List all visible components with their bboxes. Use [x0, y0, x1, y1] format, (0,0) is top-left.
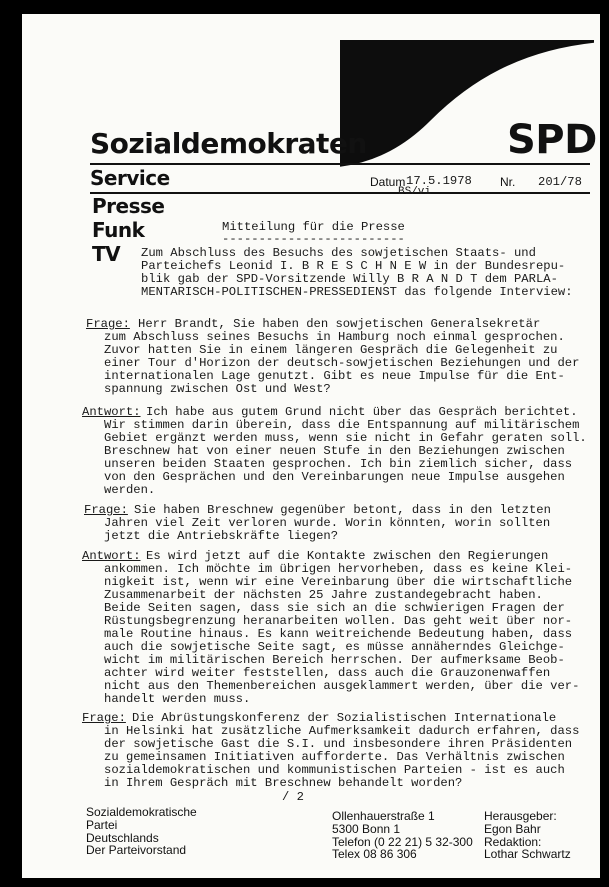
question-text: spannung zwischen Ost und West?	[104, 382, 331, 396]
answer-text: Ich habe aus gutem Grund nicht über das Gespräch berichtet.	[146, 405, 578, 419]
answer-text: ankommen. Ich möchte im übrigen hervorheben, dass es keine Klei-	[104, 562, 573, 576]
answer-label: Antwort:	[82, 549, 141, 563]
intro-line: MENTARISCH-POLITISCHEN-PRESSEDIENST das folgende Interview:	[141, 285, 573, 299]
footer-line: Ollenhauerstraße 1	[332, 809, 435, 823]
channel-presse: Presse	[92, 194, 165, 218]
channel-tv: TV	[92, 242, 121, 266]
question-label: Frage:	[84, 503, 128, 517]
question-text: einer Tour d'Horizon der deutsch-sowjetischen Beziehungen und der	[104, 356, 580, 370]
question-text: zum Abschluss seines Besuchs in Hamburg noch einmal gesprochen.	[104, 330, 565, 344]
date-label: Datum	[370, 175, 406, 189]
initials: BS/vi	[398, 186, 432, 198]
question-text: Sie haben Breschnew gegenüber betont, dass in den letzten	[134, 503, 551, 517]
press-release-page	[22, 14, 600, 878]
answer-text: Beide Seiten sagen, dass sie sich an die schwierigen Fragen der	[104, 601, 565, 615]
answer-text: Es wird jetzt auf die Kontakte zwischen den Regierungen	[146, 549, 549, 563]
question-text: Herr Brandt, Sie haben den sowjetischen Generalsekretär	[138, 317, 541, 331]
answer-text: male Routine hinaus. Es kann weitreichende Bedeutung haben, dass	[104, 627, 573, 641]
answer-text: Breschnew hat von einer neuen Stufe in den Beziehungen zwischen	[104, 444, 565, 458]
intro-line: blik gab der SPD-Vorsitzende Willy B R A N D T dem PARLA-	[141, 272, 558, 286]
answer-text: Wir stimmen darin überein, dass die Entspannung auf militärischem	[104, 418, 580, 432]
question-text: Jahren viel Zeit verloren wurde. Worin könnten, worin sollten	[104, 516, 551, 530]
page-continuation-marker: / 2	[282, 790, 304, 804]
answer-text: Zusammenarbeit der nächsten 25 Jahre zustandegebracht haben.	[104, 588, 543, 602]
footer-line: Deutschlands	[86, 830, 159, 845]
answer-text: wicht im militärischen Bereich herrschen. Der aufmerksame Beob-	[104, 653, 565, 667]
footer-line: Lothar Schwartz	[484, 847, 571, 862]
question-text: der sowjetische Gast die S.I. und insbesondere ihren Präsidenten	[104, 737, 573, 751]
service-rule	[90, 192, 590, 194]
footer-line: Partei	[86, 817, 118, 832]
service-label: Service	[90, 166, 170, 190]
answer-text: achter wird weiter feststellen, dass auch die Grauzonenwaffen	[104, 666, 551, 680]
question-text: Zuvor hatten Sie in einem längeren Gespräch die Gelegenheit zu	[104, 343, 558, 357]
footer-line: Der Parteivorstand	[86, 843, 187, 858]
footer-line: Telex 08 86 306	[332, 847, 417, 862]
answer-text: von den Gesprächen und den Vereinbarungen neue Impulse ausgehen	[104, 470, 565, 484]
number-value: 201/78	[538, 175, 582, 189]
footer-line: Herausgeber:	[484, 809, 557, 823]
question-text: zu gemeinsamen Initiativen aufforderte. Das Verhältnis zwischen	[104, 750, 565, 764]
footer-publisher	[86, 806, 197, 857]
footer-line: Telefon (0 22 21) 5 32-300	[332, 834, 473, 849]
question-text: in Ihrem Gespräch mit Breschnew behandelt worden?	[104, 776, 463, 790]
number-label: Nr.	[500, 175, 516, 189]
question-label: Frage:	[82, 711, 126, 725]
question-text: Die Abrüstungskonferenz der Sozialistischen Internationale	[132, 711, 557, 725]
release-title-rule: -------------------------	[222, 232, 405, 246]
spd-wordmark: SPD	[507, 117, 597, 163]
footer-line: Sozialdemokratische	[86, 805, 197, 819]
footer-line: Redaktion:	[484, 834, 542, 849]
answer-label: Antwort:	[82, 405, 141, 419]
question-text: sozialdemokratischen und kommunistischen Parteien - ist es auch	[104, 763, 565, 777]
answer-text: Gebiet ergänzt werden muss, wenn sie nicht in Gefahr geraten soll.	[104, 431, 587, 445]
footer-editors	[484, 810, 571, 861]
intro-line: Zum Abschluss des Besuchs des sowjetischen Staats- und	[141, 246, 536, 260]
answer-text: nigkeit ist, wenn wir eine Vereinbarung über die wirtschaftliche	[104, 575, 573, 589]
footer-line: 5300 Bonn 1	[332, 821, 401, 836]
answer-text: werden.	[104, 483, 156, 497]
org-name: Sozialdemokraten	[90, 127, 367, 160]
question-text: in Helsinki hat zusätzliche Aufmerksamkeit dadurch erfahren, dass	[104, 724, 580, 738]
question-label: Frage:	[86, 317, 130, 331]
question-text: jetzt die Antriebskräfte liegen?	[104, 529, 339, 543]
header-rule	[90, 163, 590, 165]
answer-text: unseren beiden Staaten gesprochen. Ich bin ziemlich sicher, dass	[104, 457, 573, 471]
question-text: internationalen Lage genutzt. Gibt es neue Impulse für die Ent-	[104, 369, 565, 383]
date-value: 17.5.1978	[406, 174, 472, 188]
answer-text: nicht aus den Themenbereichen ausgeklammert werden, über die ver-	[104, 679, 580, 693]
answer-text: auch die sowjetische Seite sagt, es müsse annäherndes Gleichge-	[104, 640, 565, 654]
channel-funk: Funk	[92, 218, 145, 242]
answer-text: Rüstungsbegrenzung heranarbeiten wollen. Das geht weit über nor-	[104, 614, 573, 628]
intro-line: Parteichefs Leonid I. B R E S C H N E W in der Bundesrepu-	[141, 259, 566, 273]
release-title: Mitteilung für die Presse	[222, 220, 405, 234]
footer-line: Egon Bahr	[484, 821, 541, 836]
answer-text: handelt werden muss.	[104, 692, 251, 706]
footer-address	[332, 810, 473, 861]
